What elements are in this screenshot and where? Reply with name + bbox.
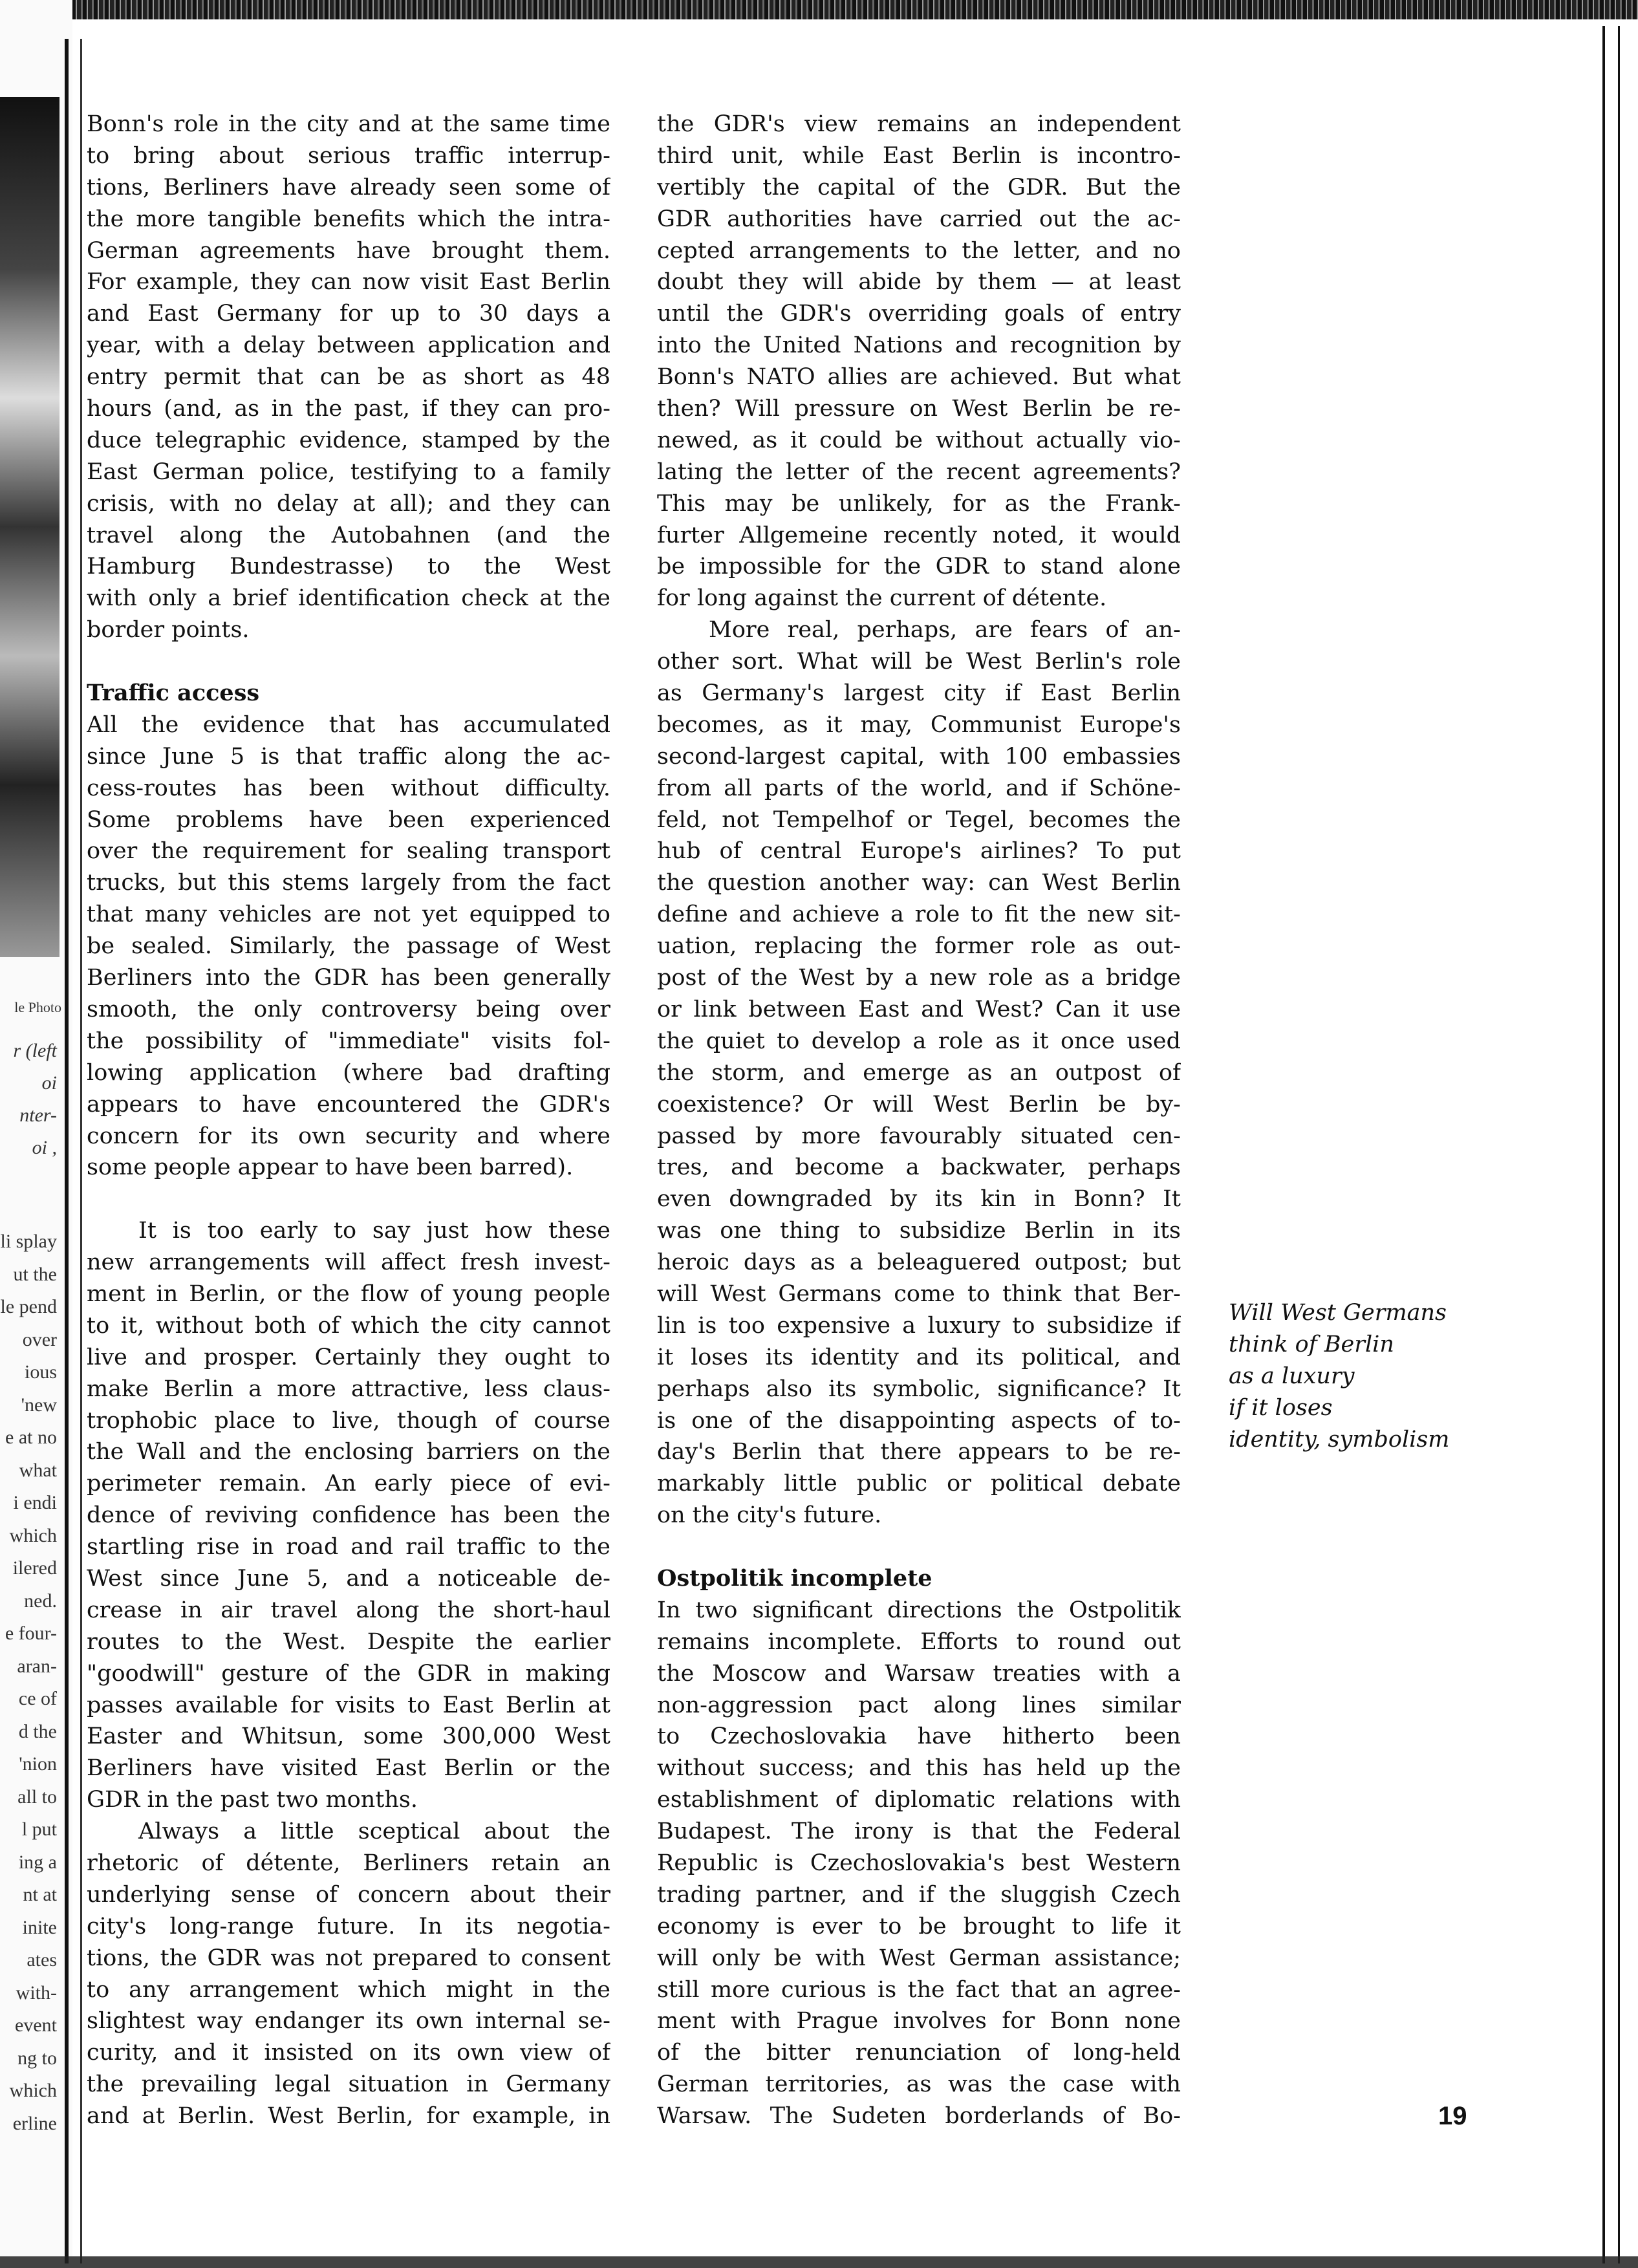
text-fragment: le pend [0,1296,57,1317]
text-line: the more tangible benefits which the intra- [87,206,610,232]
text-fragment: inite [22,1916,57,1938]
text-line: furter Allgemeine recently noted, it would [657,522,1181,548]
text-line: Bonn's NATO allies are achieved. But what [657,364,1181,391]
page-right-edge [1602,26,1620,2263]
text-fragment: 'nion [19,1753,57,1775]
page-number: 19 [1438,2102,1467,2130]
text-fragment: nt at [23,1884,57,1905]
text-line: the Wall and the enclosing barriers on the [87,1439,610,1465]
text-line: coexistence? Or will West Berlin be by- [657,1091,1181,1118]
text-fragment: ned. [24,1590,57,1612]
text-line: More real, perhaps, are fears of an- [709,617,1181,643]
text-line: other sort. What will be West Berlin's role [657,649,1181,675]
previous-page-photo-credit: le Photo [14,999,61,1015]
text-line: lin is too expensive a luxury to subsidize if [657,1312,1181,1339]
text-line: ment in Berlin, or the flow of young people [87,1280,610,1307]
text-line: without success; and this has held up the [657,1755,1181,1782]
text-line: routes to the West. Despite the earlier [87,1628,610,1655]
text-line: duce telegraphic evidence, stamped by the [87,427,610,453]
text-line: into the United Nations and recognition by [657,332,1181,359]
text-line: second-largest capital, with 100 embassies [657,743,1181,770]
text-line: perhaps also its symbolic, significance? It [657,1376,1181,1402]
text-line: tions, Berliners have already seen some of [87,174,610,200]
text-line: day's Berlin that there appears to be re- [657,1439,1181,1465]
text-line: that many vehicles are not yet equipped to [87,902,610,928]
text-fragment: what [19,1459,57,1481]
pull-quote-line: think of Berlin [1229,1331,1394,1357]
text-fragment: i endi [13,1492,57,1513]
pull-quote-line: identity, symbolism [1229,1426,1450,1453]
text-line: Berliners into the GDR has been generally [87,965,610,991]
text-line: newed, as it could be without actually vio- [657,427,1181,453]
previous-page-strip [0,0,72,2268]
text-fragment: which [9,1524,57,1546]
text-line: All the evidence that has accumulated [87,711,610,738]
text-line: uation, replacing the former role as out- [657,933,1181,960]
pull-quote-line: Will West Germans [1229,1300,1447,1326]
text-fragment: ilered [12,1557,57,1579]
text-line: over the requirement for sealing transport [87,838,610,865]
text-line: Easter and Whitsun, some 300,000 West [87,1723,610,1750]
text-fragment: ng to [17,2047,57,2069]
text-line: becomes, as it may, Communist Europe's [657,711,1181,738]
paragraph [87,709,610,1183]
text-line: slightest way endanger its own internal se- [87,2008,610,2035]
text-line: with only a brief identification check at the [87,585,610,612]
text-line: West since June 5, and a noticeable de- [87,1565,610,1592]
text-line: ment with Prague involves for Bonn none [657,2008,1181,2035]
text-line: new arrangements will affect fresh invest- [87,1249,610,1276]
text-line: remains incomplete. Efforts to round out [657,1628,1181,1655]
caption-fragment: oi nter- [19,1072,57,1126]
text-line: tres, and become a backwater, perhaps [657,1154,1181,1181]
text-fragment: erline [12,2112,57,2134]
text-line: lowing application (where bad drafting [87,1059,610,1086]
text-line: Always a little sceptical about the [138,1819,610,1845]
text-line: will only be with West German assistance; [657,1945,1181,1971]
text-line: the quiet to develop a role as it once used [657,1028,1181,1054]
text-line: was one thing to subsidize Berlin in its [657,1218,1181,1244]
right-column [657,109,1181,2132]
text-fragment: ing a [18,1851,57,1873]
text-fragment: ates [27,1949,57,1971]
text-line: the possibility of "immediate" visits fol- [87,1028,610,1054]
text-line: economy is ever to be brought to life it [657,1913,1181,1939]
text-line: cepted arrangements to the letter, and no [657,237,1181,264]
paragraph [657,1595,1181,2132]
text-line: then? Will pressure on West Berlin be re- [657,396,1181,422]
text-fragment: which [9,2080,57,2101]
text-line: markably little public or political debate [657,1471,1181,1497]
caption-fragment: oi , [32,1137,57,1158]
text-line: to bring about serious traffic interrup- [87,142,610,169]
text-line: to any arrangement which might in the [87,1976,610,2003]
text-line: cess-routes has been without difficulty. [87,775,610,801]
text-line: year, with a delay between application and [87,332,610,359]
text-fragment: e at no [5,1427,57,1448]
text-line: tions, the GDR was not prepared to consent [87,1945,610,1971]
text-line: It is too early to say just how these [138,1218,610,1244]
text-line: trophobic place to live, though of course [87,1407,610,1434]
text-fragment: all to [17,1786,57,1808]
text-line: hub of central Europe's airlines? To put [657,838,1181,865]
text-line: "goodwill" gesture of the GDR in making [87,1660,610,1687]
text-line: some people appear to have been barred). [87,1154,574,1181]
text-line: the prevailing legal situation in Germany [87,2071,610,2098]
text-line: passed by more favourably situated cen- [657,1123,1181,1149]
text-line: as Germany's largest city if East Berlin [657,680,1181,707]
scan-top-edge [0,0,1638,19]
text-fragment: d the [18,1720,57,1742]
previous-page-text [0,1226,57,2140]
text-line: Warsaw. The Sudeten borderlands of Bo- [657,2103,1181,2130]
text-line: the GDR's view remains an independent [657,111,1181,137]
text-line: curity, and it insisted on its own view of [87,2040,610,2066]
text-fragment: l put [21,1819,57,1840]
text-line: city's long-range future. In its negotia- [87,1913,610,1939]
text-fragment: event [15,2014,57,2036]
paragraph [87,1215,610,1816]
text-line: smooth, the only controversy being over [87,996,610,1022]
previous-page-photo [0,97,59,957]
text-line: Budapest. The irony is that the Federal [657,1819,1181,1845]
text-line: non-aggression pact along lines similar [657,1692,1181,1718]
paragraph [657,109,1181,614]
text-line: passes available for visits to East Berlin at [87,1692,610,1718]
text-line: travel along the Autobahnen (and the [87,522,610,548]
text-line: the storm, and emerge as an outpost of [657,1059,1181,1086]
text-line: it loses its identity and its political, and [657,1344,1181,1370]
paragraph [87,109,610,646]
text-line: will West Germans come to think that Ber- [657,1280,1181,1307]
text-line: the question another way: can West Berlin [657,870,1181,896]
text-fragment: aran- [17,1655,57,1677]
text-line: define and achieve a role to fit the new sit- [657,902,1181,928]
text-line: third unit, while East Berlin is incontro- [657,142,1181,169]
paragraph [87,1816,610,2132]
text-fragment: with- [16,1982,57,2003]
text-line: German agreements have brought them. [87,237,610,264]
text-line: to it, without both of which the city cannot [87,1312,610,1339]
scan-bottom-edge [0,2256,1638,2268]
text-line: underlying sense of concern about their [87,1881,610,1908]
text-line: GDR in the past two months. [87,1787,418,1813]
text-line: vertibly the capital of the GDR. But the [657,174,1181,200]
text-fragment: over [22,1328,57,1350]
text-line: rhetoric of détente, Berliners retain an [87,1850,610,1876]
caption-fragment: r (left [13,1040,57,1061]
text-line: Bonn's role in the city and at the same time [87,111,610,137]
page-gutter-rule [65,39,82,2263]
text-line: to Czechoslovakia have hitherto been [657,1723,1181,1750]
text-line: crease in air travel along the short-haul [87,1597,610,1623]
text-line: from all parts of the world, and if Schöne- [657,775,1181,801]
text-line: For example, they can now visit East Berlin [87,269,610,296]
section-heading: Ostpolitik incomplete [657,1564,932,1592]
margin-pull-quote [1229,1297,1487,1456]
text-line: post of the West by a new role as a bridge [657,965,1181,991]
text-line: dence of reviving confidence has been the [87,1502,610,1529]
text-line: establishment of diplomatic relations with [657,1787,1181,1813]
text-fragment: 'new [21,1394,57,1416]
text-line: be impossible for the GDR to stand alone [657,554,1181,580]
text-fragment: ce of [18,1688,57,1709]
text-line: trucks, but this stems largely from the fact [87,870,610,896]
left-column [87,109,610,2132]
text-line: or link between East and West? Can it use [657,996,1181,1022]
text-fragment: ut the [13,1263,57,1285]
text-line: even downgraded by its kin in Bonn? It [657,1186,1181,1213]
text-line: Hamburg Bundestrasse) to the West [87,554,610,580]
text-fragment: e four- [5,1623,57,1644]
previous-page-caption [0,1035,57,1164]
pull-quote-line: as a luxury [1229,1363,1355,1389]
text-line: In two significant directions the Ostpolitik [657,1597,1181,1623]
text-line: border points. [87,617,250,643]
text-line: on the city's future. [657,1502,882,1529]
text-line: trading partner, and if the sluggish Czech [657,1881,1181,1908]
text-line: crisis, with no delay at all); and they can [87,490,610,517]
text-line: concern for its own security and where [87,1123,610,1149]
text-line: is one of the disappointing aspects of to- [657,1407,1181,1434]
text-line: This may be unlikely, for as the Frank- [657,490,1181,517]
text-line: entry permit that can be as short as 48 [87,364,610,391]
text-line: live and prosper. Certainly they ought to [87,1344,610,1370]
text-fragment: ious [24,1361,57,1383]
text-line: make Berlin a more attractive, less claus- [87,1376,610,1402]
text-line: and at Berlin. West Berlin, for example, in [87,2103,610,2130]
text-line: German territories, as was the case with [657,2071,1181,2098]
text-line: and East Germany for up to 30 days a [87,301,610,327]
text-line: since June 5 is that traffic along the ac- [87,743,610,770]
text-line: startling rise in road and rail traffic to the [87,1534,610,1561]
section-heading: Traffic access [87,680,260,707]
paragraph [657,614,1181,1531]
text-line: GDR authorities have carried out the ac- [657,206,1181,232]
text-line: Republic is Czechoslovakia's best Western [657,1850,1181,1876]
text-fragment: li splay [0,1231,57,1252]
text-line: for long against the current of détente. [657,585,1107,612]
text-line: the Moscow and Warsaw treaties with a [657,1660,1181,1687]
text-line: of the bitter renunciation of long-held [657,2040,1181,2066]
text-line: hours (and, as in the past, if they can pro- [87,396,610,422]
text-line: East German police, testifying to a family [87,459,610,485]
text-line: until the GDR's overriding goals of entry [657,301,1181,327]
text-line: heroic days as a beleaguered outpost; but [657,1249,1181,1276]
text-line: doubt they will abide by them — at least [657,269,1181,296]
text-line: still more curious is the fact that an agree- [657,1976,1181,2003]
text-line: perimeter remain. An early piece of evi- [87,1471,610,1497]
pull-quote-line: if it loses [1229,1394,1333,1421]
text-line: Some problems have been experienced [87,806,610,833]
text-line: appears to have encountered the GDR's [87,1091,610,1118]
text-line: feld, not Tempelhof or Tegel, becomes the [657,806,1181,833]
text-line: be sealed. Similarly, the passage of West [87,933,610,960]
text-line: lating the letter of the recent agreements? [657,459,1181,485]
text-line: Berliners have visited East Berlin or the [87,1755,610,1782]
